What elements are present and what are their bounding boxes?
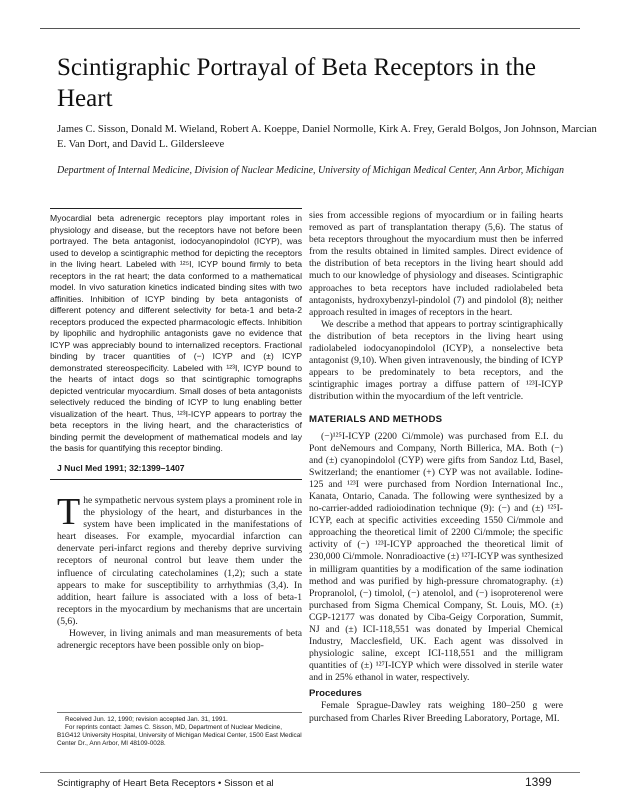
top-rule <box>40 28 580 29</box>
footer-rule <box>40 772 580 773</box>
page-number: 1399 <box>525 775 552 789</box>
reprints-note: For reprints contact: James C. Sisson, MD, Department of Nuclear Medicine, B1G412 University Hospital, University of Michigan Medical Center, 1500 East Medical Center Dr., Ann Arbor, MI 48109-0028. <box>57 724 302 747</box>
intro-paragraph-1-text: he sympathetic nervous system plays a prominent role in the physiology of the heart, and disturbances in the system have been implicated in the manifestations of heart diseases. For example, myocardial infarction can denervate peri-infarct regions and thereby deprive surviving receptors of neuronal control but leave them under the influence of circulating catecholamines (1,2); such a state appears to make for susceptibility to arrhythmias (3,4). In addition, heart failure is associated with a loss of beta-1 receptors in the myocardium by mechanisms that are uncertain (5,6). <box>57 495 302 627</box>
running-title: Scintigraphy of Heart Beta Receptors • Sisson et al <box>57 778 274 789</box>
procedures-paragraph: Female Sprague-Dawley rats weighing 180–250 g were purchased from Charles River Breeding Laboratory, Portage, MI. <box>309 700 563 724</box>
methods-heading: MATERIALS AND METHODS <box>309 413 443 425</box>
received-note: Received Jun. 12, 1990; revision accepted Jan. 31, 1991. <box>65 716 228 723</box>
affiliation: Department of Internal Medicine, Division of Nuclear Medicine, University of Michigan Medical Center, Ann Arbor, Michigan <box>57 165 565 176</box>
footnotes <box>57 712 302 748</box>
intro-section <box>57 491 302 652</box>
intro-paragraph-1 <box>57 491 302 628</box>
right-paragraph-2: We describe a method that appears to portray scintigraphically the distribution of beta receptors in the living heart using radiolabeled iodocyanopindolol (ICYP), a nonselective beta antagonist (9,10). When given intravenously, the binding of ICYP appears to be predominately to beta receptors, and the scintigraphic images portray a diffuse pattern of ¹²³I-ICYP distribution within the myocardium of the left ventricle. <box>309 318 563 403</box>
right-paragraph-1: sies from accessible regions of myocardium or in failing hearts removed as part of transplantation therapy (5,6). The status of beta receptors throughout the myocardium must then be inferred from the results obtained in limited samples. Direct evidence of the distribution of beta receptors in the living heart should add much to our knowledge of physiology and diseases. Scintigraphic approaches to beta receptors have included radiolabeled beta antagonists, hydroxybenzyl-pindolol (7) and pindolol (8); neither approach resulted in images of receptors in the heart. <box>309 210 563 318</box>
author-list: James C. Sisson, Donald M. Wieland, Robert A. Koeppe, Daniel Normolle, Kirk A. Frey, Gerald Bolgos, Jon Johnson, Marcian E. Van Dort, and David L. Gildersleeve <box>57 124 597 150</box>
drop-cap: T <box>57 491 81 533</box>
right-column <box>309 210 563 725</box>
intro-paragraph-2: However, in living animals and man measurements of beta adrenergic receptors have been possible only on biop- <box>57 628 302 652</box>
abstract-text: Myocardial beta adrenergic receptors play important roles in physiology and disease, but the receptors have not before been portrayed. The beta antagonist, iodocyanopindolol (ICYP), was used to develop a scintigraphic method for depicting the receptors in the living heart. Labeled with ¹²⁵I, ICYP bound firmly to beta receptors in the rat heart; the data conformed to a mathematical model. In vivo saturation kinetics indicated binding sites with two affinities. Inhibition of ICYP binding by beta antagonists of different potency and different selectivity for beta-1 and beta-2 receptors produced the expected pharmacologic effects. Inhibition by lipophilic and hydrophilic antagonists gave no evidence that ICYP was appreciably bound to internalized receptors. Fractional binding by tracer quantities of (−) ICYP and (±) ICYP demonstrated stereospecificity. Labeled with ¹²³I, ICYP bound to the hearts of intact dogs so that scintigraphic tomographs depicted ventricular myocardium. Small doses of beta antagonists selectively reduced the binding of ICYP to lung enabling better visualization of the heart. Thus, ¹²³I-ICYP appears to portray the beta receptors in the living heart, and the characteristics of binding permit the development of mathematical models and lay the basis for quantifying this receptor binding. <box>50 213 302 453</box>
article-title: Scintigraphic Portrayal of Beta Receptors in the Heart <box>57 54 537 112</box>
methods-paragraph: (−)¹²⁵I-ICYP (2200 Ci/mmole) was purchased from E.I. du Pont deNemours and Company, North Billerica, MA. Both (−) and (±) cyanopindolol (CYP) were gifts from Sandoz Ltd, Basel, Switzerland; the enantiomer (+) CYP was not available. Iodine-125 and ¹²³I were purchased from Nordion International Inc., Kanata, Ontario, Canada. The following were synthesized by a no-carrier-added radioiodination technique (9): (−) and (±) ¹²⁵I-ICYP, each at specific activities exceeding 1550 Ci/mmole and approaching the theoretical limit of 2200 Ci/mmole; the specific activity of (−) ¹²³I-ICYP approached the theoretical limit of 230,000 Ci/mmole. Nonradioactive (±) ¹²⁷I-ICYP was synthesized in milligram quantities by a modification of the same iodination method and was purified by high-pressure chromatography. (±) Propranolol, (−) timolol, (−) atenolol, and (−) isoproterenol were purchased from Sigma Chemical Company, St. Louis, MO. (±) CGP-12177 was donated by Ciba-Geigy Corporation, Summit, NJ and (±) ICI-118,551 was donated by Imperial Chemical Industry, Macclesfield, UK. Each agent was dissolved in physiologic saline, except ICI-118,551 and the milligram quantities of (±) ¹²⁷I-ICYP which were dissolved in sterile water and in 25% ethanol in water, respectively. <box>309 430 563 684</box>
abstract-box <box>50 208 302 480</box>
journal-citation: J Nucl Med 1991; 32:1399–1407 <box>57 463 185 473</box>
procedures-heading: Procedures <box>309 688 362 700</box>
